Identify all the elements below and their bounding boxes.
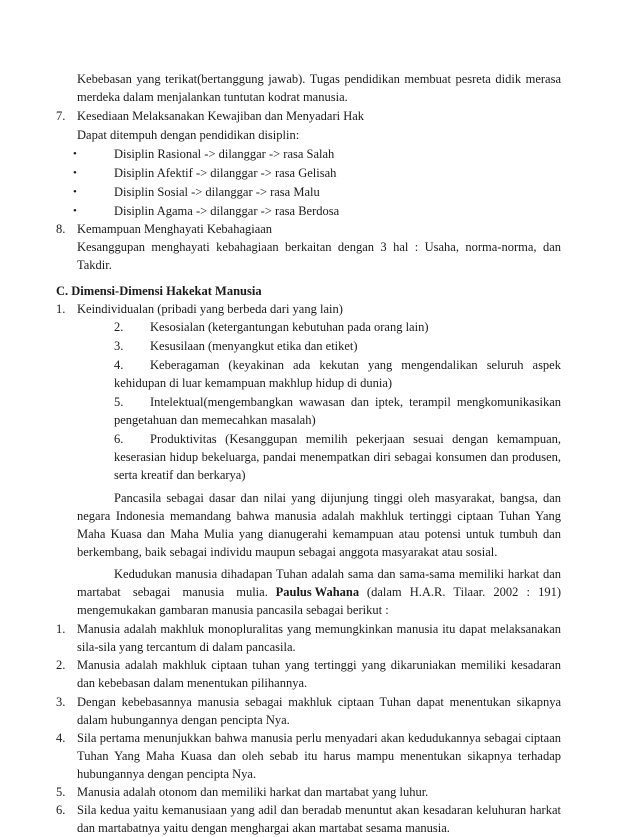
kebebasan-line-1: Kebebasan yang terikat(bertanggung jawab). Tugas pendidikan membuat pesreta didik merasa <box>77 72 561 86</box>
list-item-text-cont: dalam hubungannya dengan pencipta Nya. <box>77 713 290 727</box>
item-7-title: Kesediaan Melaksanakan Kewajiban dan Menyadari Hak <box>77 109 365 123</box>
item-8-line-2: Takdir. <box>77 258 112 272</box>
bullet-icon: • <box>73 205 77 217</box>
bullet-icon: • <box>73 167 77 179</box>
sub-item-text-cont: kehidupan di luar kemampuan makhlup hidup di dunia) <box>114 376 393 390</box>
list-item-number: 3. <box>56 695 66 709</box>
list-item-number: 4. <box>56 731 66 745</box>
sub-item-text: Intelektual(mengembangkan wawasan dan iptek, terampil mengkomunikasikan <box>150 395 561 409</box>
list-item-number: 2. <box>56 658 66 672</box>
list-item-number: 6. <box>56 803 66 817</box>
bullet-item: Disiplin Afektif -> dilanggar -> rasa Gelisah <box>114 166 337 180</box>
list-item-text: Manusia adalah makhluk ciptaan tuhan yang tertinggi yang dikaruniakan memiliki kesadaran <box>77 658 561 672</box>
item-8-title: Kemampuan Menghayati Kebahagiaan <box>77 222 273 236</box>
section-c-item-1-number: 1. <box>56 302 66 316</box>
sub-item-text: Produktivitas (Kesanggupan memilih pekerjaan sesuai dengan kemampuan, <box>150 432 561 446</box>
author-name: Paulus Wahana <box>275 585 360 599</box>
list-item-text: Sila kedua yaitu kemanusiaan yang adil dan beradab menuntut akan kesadaran keluhuran harkat <box>77 803 561 817</box>
sub-item-number: 4. <box>114 358 124 372</box>
bullet-icon: • <box>73 148 77 160</box>
list-item-text: Sila pertama menunjukkan bahwa manusia perlu menyadari akan kedudukannya sebagai ciptaan <box>77 731 561 745</box>
list-item-text-cont: dan kebebasan dalam menentukan pilihannya. <box>77 676 308 690</box>
bullet-item: Disiplin Agama -> dilanggar -> rasa Berdosa <box>114 204 340 218</box>
list-item-number: 5. <box>56 785 66 799</box>
item-8-number: 8. <box>56 222 66 236</box>
sub-item-text-cont: pengetahuan dan memecahkan masalah) <box>114 413 316 427</box>
sub-item-number: 5. <box>114 395 124 409</box>
pancasila-line-3: Maha Kuasa dan Maha Mulia yang dianugerahi kemampuan atau potensi untuk tumbuh dan <box>77 527 561 541</box>
list-item-text-cont: sila-sila yang tercantum di dalam pancasila. <box>77 640 296 654</box>
kedudukan-citation: (dalam H.A.R. Tilaar. 2002 : 191) <box>366 585 561 599</box>
kebebasan-line-2: merdeka dalam menjalankan tuntutan kodrat manusia. <box>77 90 348 104</box>
kedudukan-line-2 <box>77 583 561 601</box>
list-item-text: Dengan kebebasannya manusia sebagai makhluk ciptaan Tuhan dapat menentukan sikapnya <box>77 695 561 709</box>
bullet-item: Disiplin Sosial -> dilanggar -> rasa Malu <box>114 185 320 199</box>
pancasila-line-2: negara Indonesia memandang bahwa manusia adalah makhluk tertinggi ciptaan Tuhan Yang <box>77 509 561 523</box>
pancasila-line-4: berkembang, baik sebagai individu maupun sebagai anggota masyarakat atau sosial. <box>77 545 498 559</box>
sub-item-number: 6. <box>114 432 124 446</box>
sub-item-number: 2. <box>114 320 124 334</box>
sub-item-text-cont: keserasian hidup bekeluarga, pandai menempatkan diri sebagai konsumen dan produsen, <box>114 450 561 464</box>
sub-item-text-cont: serta kreatif dan berkarya) <box>114 468 246 482</box>
sub-item-text: Kesosialan (ketergantungan kebutuhan pada orang lain) <box>150 320 429 334</box>
kedudukan-line-1: Kedudukan manusia dihadapan Tuhan adalah sama dan sama-sama memiliki harkat dan <box>114 567 561 581</box>
section-c-heading: C. Dimensi-Dimensi Hakekat Manusia <box>56 284 262 298</box>
kedudukan-line-3: mengemukakan gambaran manusia pancasila sebagai berikut : <box>77 603 389 617</box>
section-c-item-1-text: Keindividualan (pribadi yang berbeda dari yang lain) <box>77 302 343 316</box>
list-item-text: Manusia adalah makhluk monopluralitas yang memungkinkan manusia itu dapat melaksanakan <box>77 622 561 636</box>
item-7-intro: Dapat ditempuh dengan pendidikan disiplin: <box>77 128 300 142</box>
list-item-text-cont: dan martabatnya yaitu dengan menghargai akan martabat sesama manusia. <box>77 821 450 835</box>
list-item-text-cont: hubungannya dengan pencipta Nya. <box>77 767 257 781</box>
list-item-text-cont: Tuhan Yang Maha Kuasa dan oleh sebab itu harus mampu menentukan sikapnya terhadap <box>77 749 561 763</box>
item-8-line-1: Kesanggupan menghayati kebahagiaan berkaitan dengan 3 hal : Usaha, norma-norma, dan <box>77 240 561 254</box>
bullet-item: Disiplin Rasional -> dilanggar -> rasa Salah <box>114 147 335 161</box>
bullet-icon: • <box>73 186 77 198</box>
sub-item-text: Keberagaman (keyakinan ada kekutan yang mengendalikan seluruh aspek <box>150 358 561 372</box>
kedudukan-line-2-pre: martabat sebagai manusia mulia. <box>77 585 268 599</box>
item-7-number: 7. <box>56 109 66 123</box>
list-item-number: 1. <box>56 622 66 636</box>
sub-item-text: Kesusilaan (menyangkut etika dan etiket) <box>150 339 358 353</box>
sub-item-number: 3. <box>114 339 124 353</box>
pancasila-line-1: Pancasila sebagai dasar dan nilai yang dijunjung tinggi oleh masyarakat, bangsa, dan <box>114 491 561 505</box>
list-item-text: Manusia adalah otonom dan memiliki harkat dan martabat yang luhur. <box>77 785 429 799</box>
